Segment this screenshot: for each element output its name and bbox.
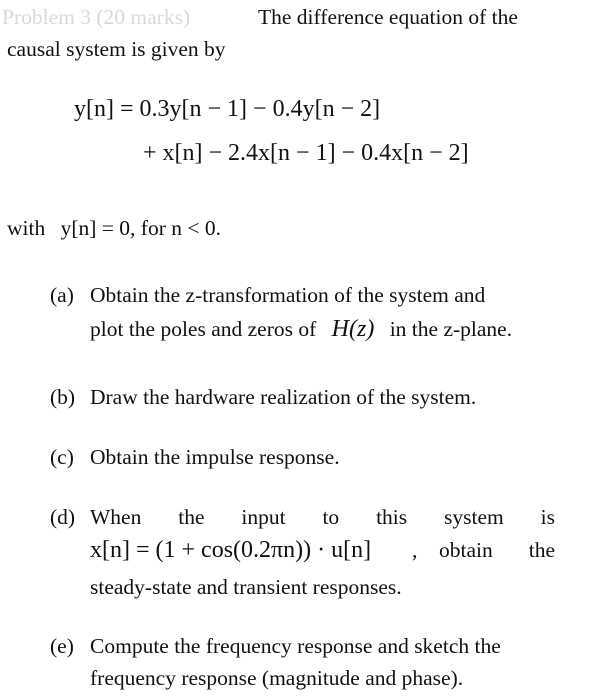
part-d-line-3: steady-state and transient responses. (90, 575, 402, 599)
part-c-line (50, 443, 340, 471)
part-b-label: (b) (50, 385, 76, 409)
part-d-word: system (444, 505, 504, 529)
part-a-text-2: plot the poles and zeros of (90, 317, 317, 341)
condition-line (7, 214, 221, 242)
intro-line-1: The difference equation of the (258, 5, 518, 29)
part-d-word: this (376, 505, 408, 529)
part-d-word: input (241, 505, 286, 529)
part-d-word: When (90, 505, 142, 529)
equation-line-2: + x[n] − 2.4x[n − 1] − 0.4x[n − 2] (143, 140, 469, 166)
part-e-line-2: frequency response (magnitude and phase). (90, 666, 464, 690)
part-a-math-hz: H(z) (331, 316, 375, 342)
part-d-word: the (178, 505, 205, 529)
part-d-input-math: x[n] = (1 + cos(0.2πn)) · u[n] (90, 537, 372, 563)
part-d-justified-words (90, 503, 555, 531)
part-d-word: is (540, 505, 555, 529)
part-d-word: to (322, 505, 340, 529)
part-d-word-obtain: obtain (439, 538, 493, 562)
intro-line-2: causal system is given by (7, 37, 226, 61)
part-a-text-3: in the z-plane. (389, 317, 513, 341)
part-e-label: (e) (50, 634, 74, 658)
condition-expression: y[n] = 0, for n < 0. (60, 216, 221, 240)
part-a-label: (a) (50, 283, 74, 307)
part-d-word-the: the (528, 538, 555, 562)
part-e-line-1 (50, 632, 501, 660)
part-d-line-1 (50, 503, 555, 531)
part-c-text: Obtain the impulse response. (90, 445, 340, 469)
part-d-comma: , (412, 538, 418, 562)
faded-problem-header: Problem 3 (20 marks) (2, 5, 191, 29)
part-a-line-2 (90, 315, 512, 343)
part-c-label: (c) (50, 445, 74, 469)
condition-with-label: with (7, 216, 46, 240)
part-d-label: (d) (50, 505, 76, 529)
part-a-text-1: Obtain the z-transformation of the system and (90, 283, 486, 307)
part-e-text-1: Compute the frequency response and sketch the (90, 634, 501, 658)
part-b-text: Draw the hardware realization of the system. (90, 385, 477, 409)
part-a-line-1 (50, 281, 485, 309)
part-b-line (50, 383, 476, 411)
equation-line-1: y[n] = 0.3y[n − 1] − 0.4y[n − 2] (74, 96, 381, 122)
